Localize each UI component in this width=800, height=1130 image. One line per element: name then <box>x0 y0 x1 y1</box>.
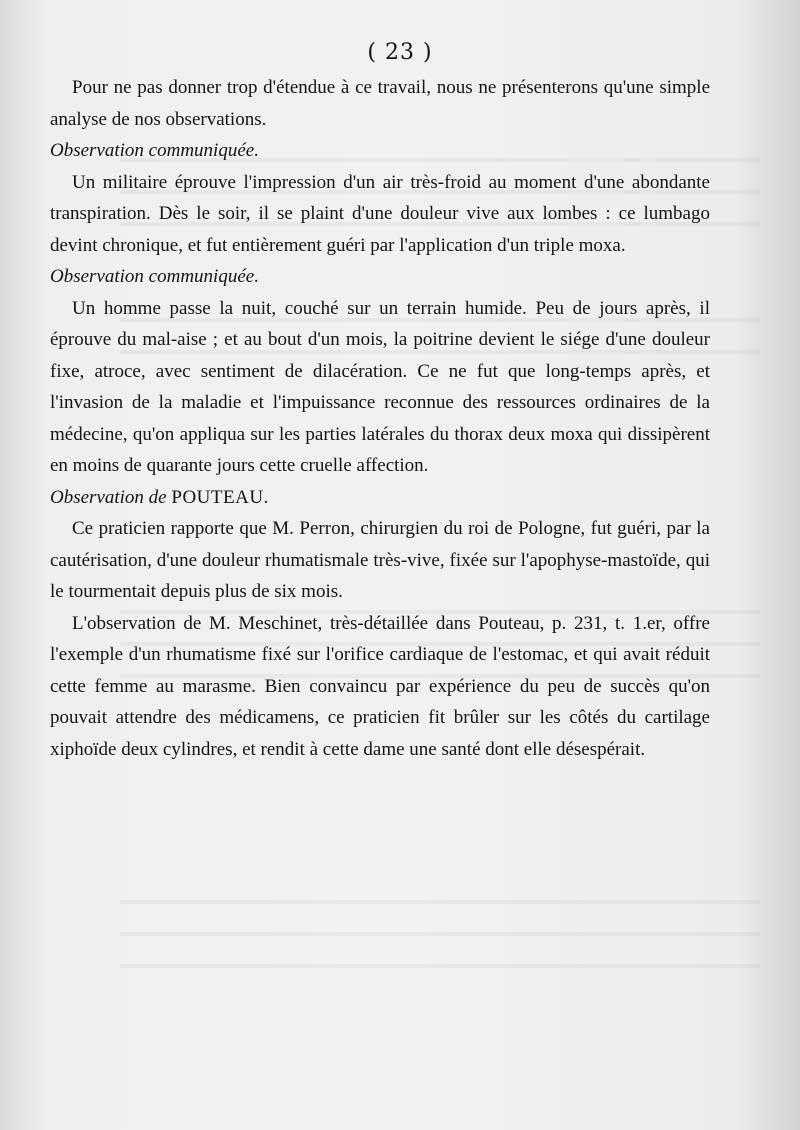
paragraph-intro: Pour ne pas donner trop d'étendue à ce travail, nous ne présenterons qu'une simple analyse de nos observations. <box>50 77 710 130</box>
heading-observation-2: Observation communiquée. <box>50 266 259 287</box>
heading-observation-3-author: POUTEAU. <box>171 486 269 508</box>
page-body <box>50 72 710 765</box>
paragraph-observation-4: L'observation de M. Meschinet, très-détaillée dans Pouteau, p. 231, t. 1.er, offre l'exemple d'un rhumatisme fixé sur l'orifice cardiaque de l'estomac, et qui avait réduit cette femme au marasme. Bien convaincu par expérience du peu de succès qu'on pouvait attendre des médicamens, ce praticien fit brûler sur les côtés du cartilage xiphoïde deux cylindres, et rendit à cette dame une santé dont elle désespérait. <box>50 612 710 760</box>
paragraph-observation-1: Un militaire éprouve l'impression d'un air très-froid au moment d'une abondante transpiration. Dès le soir, il se plaint d'une douleur vive aux lombes : ce lumbago devint chronique, et fut entièrement guéri par l'application d'un triple moxa. <box>50 171 710 256</box>
heading-observation-1: Observation communiquée. <box>50 140 259 161</box>
paragraph-observation-2: Un homme passe la nuit, couché sur un terrain humide. Peu de jours après, il éprouve du mal-aise ; et au bout d'un mois, la poitrine devient le siége d'une douleur fixe, atroce, avec sentiment de dilacération. Ce ne fut que long-temps après, et l'invasion de la maladie et l'impuissance reconnue des ressources ordinaires de la médecine, qu'on appliqua sur les parties latérales du thorax deux moxa qui dissipèrent en moins de quarante jours cette cruelle affection. <box>50 297 710 476</box>
paragraph-observation-3: Ce praticien rapporte que M. Perron, chirurgien du roi de Pologne, fut guéri, par la cautérisation, d'une douleur rhumatismale très-vive, fixée sur l'apophyse-mastoïde, qui le tourmentait depuis plus de six mois. <box>50 518 710 602</box>
page-number: ( 23 ) <box>367 40 433 65</box>
heading-observation-3-prefix: Observation de <box>50 486 172 508</box>
heading-observation-3 <box>50 482 710 514</box>
